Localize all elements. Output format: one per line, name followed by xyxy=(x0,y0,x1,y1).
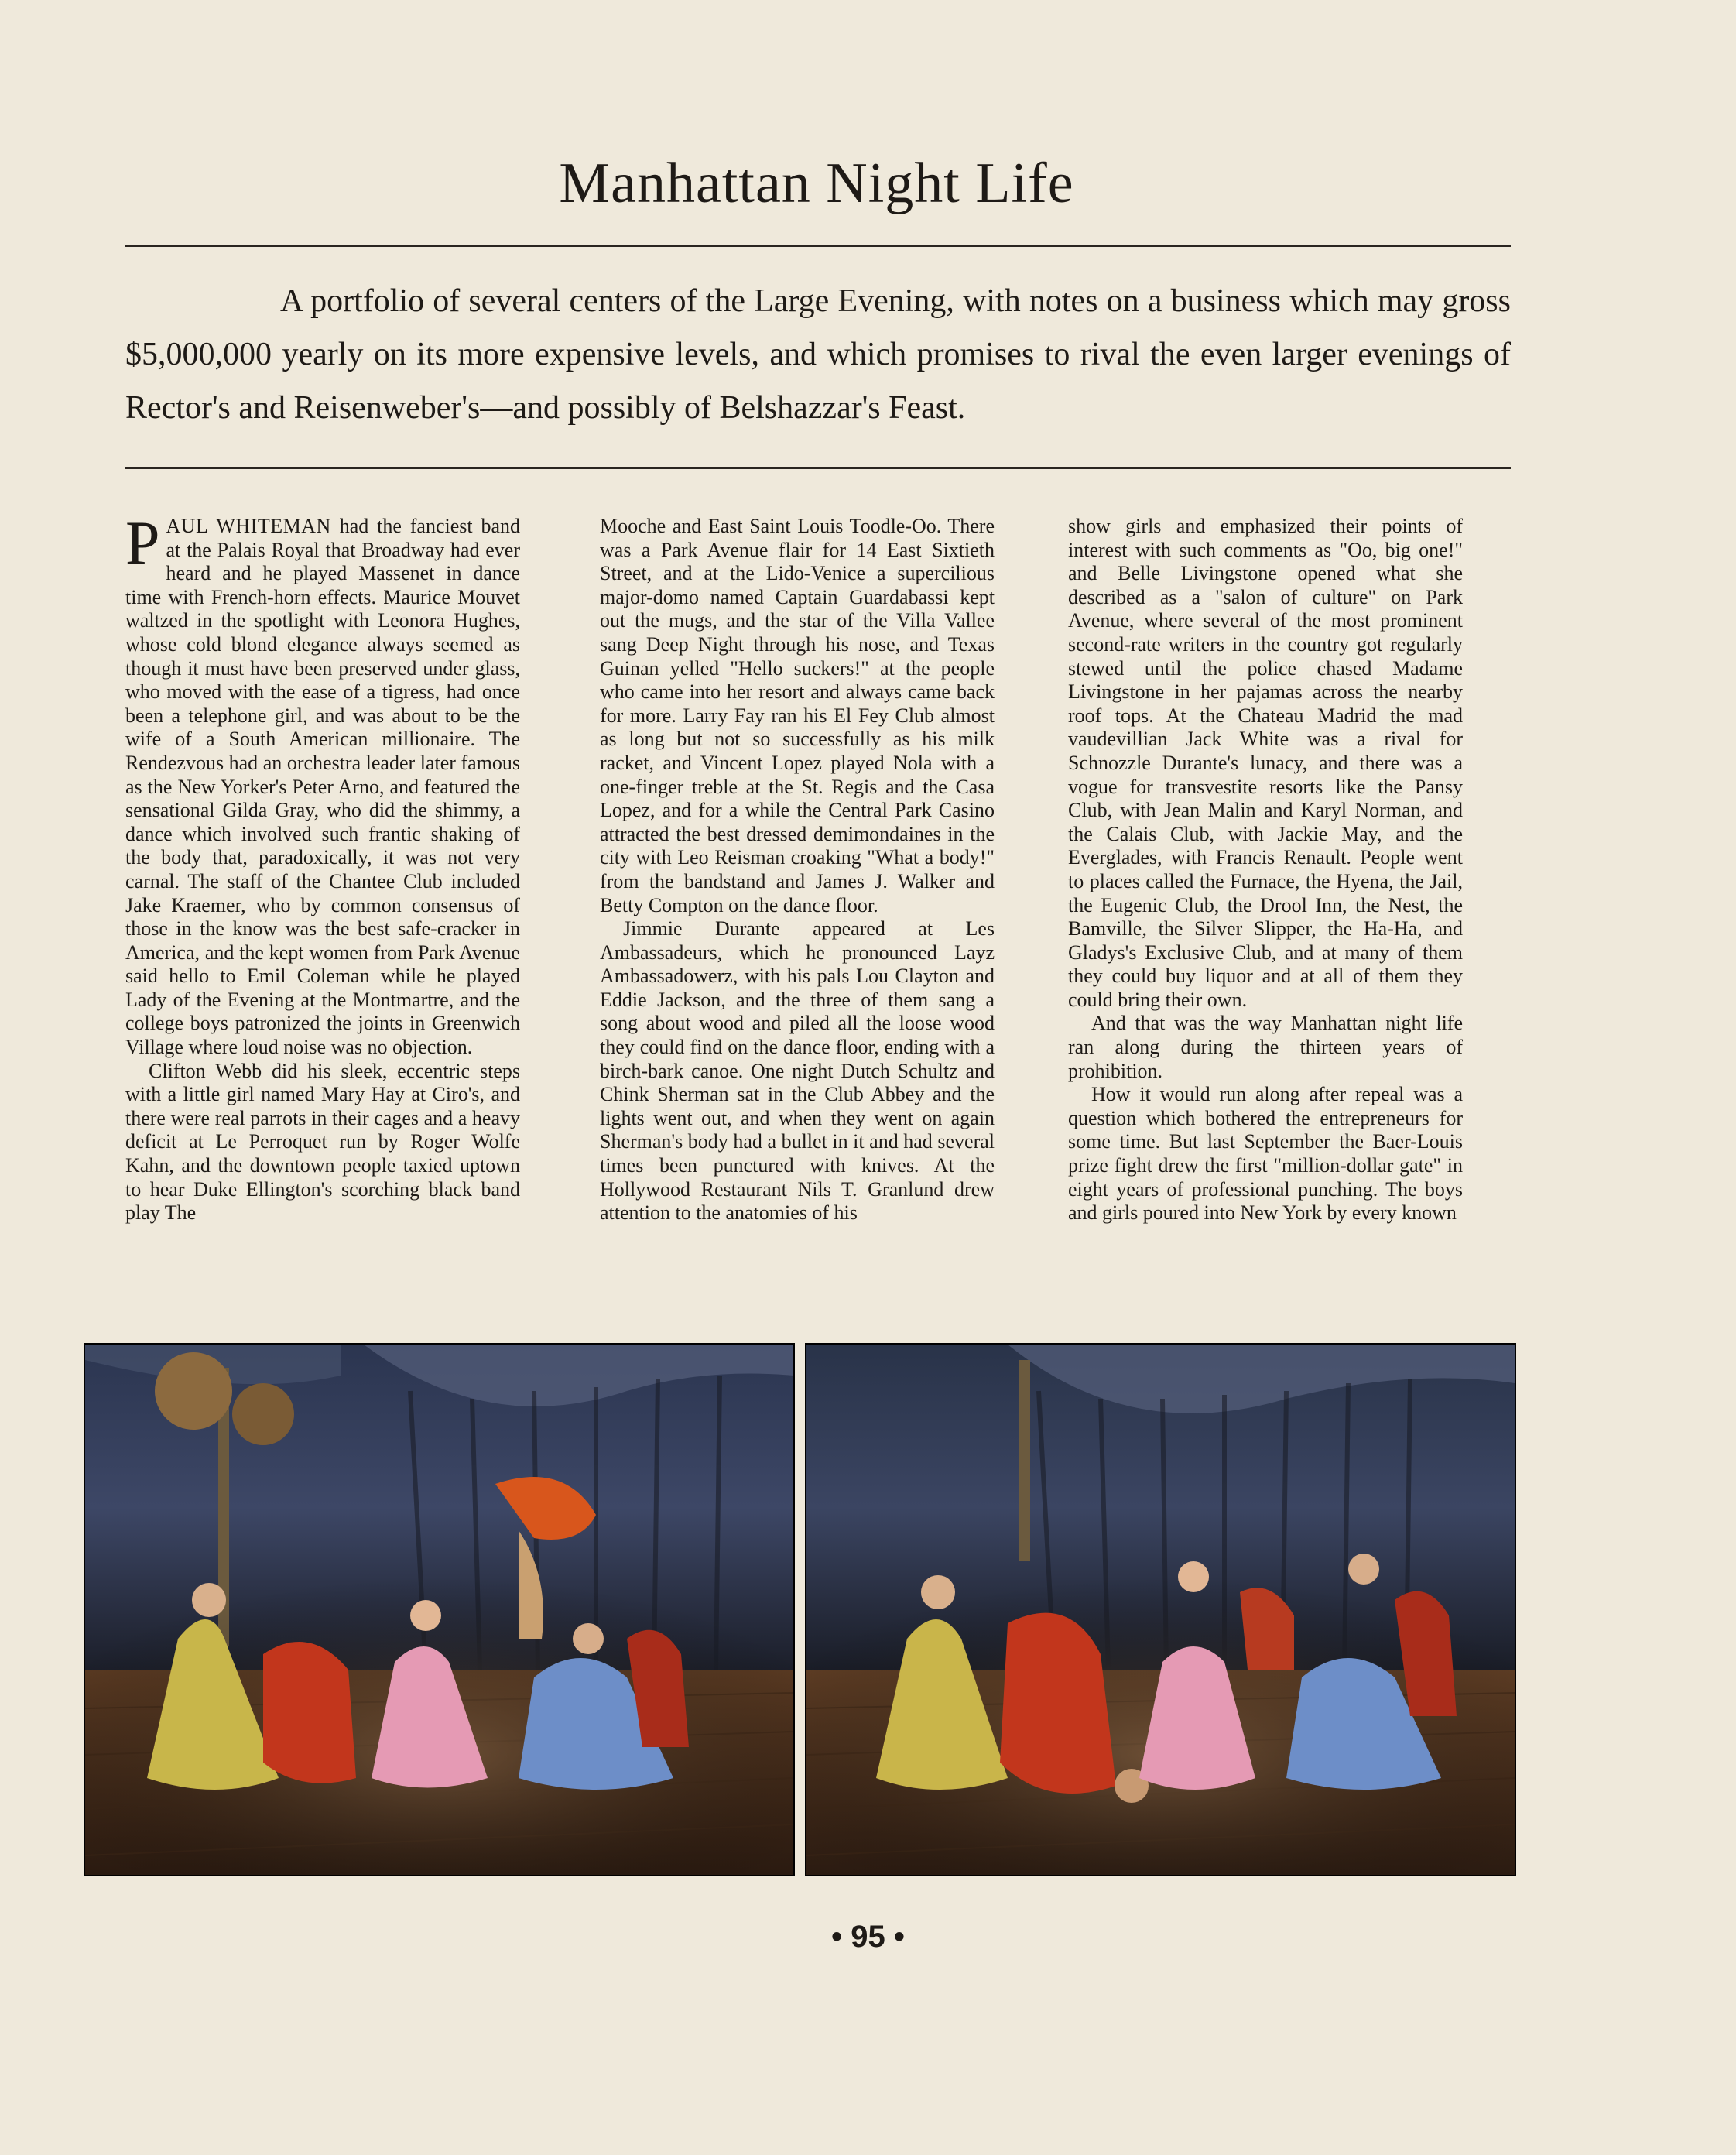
article-title: Manhattan Night Life xyxy=(559,152,1074,215)
column-1-paragraph-1-text: had the fanciest band at the Palais Royal that Broadway had ever heard and he played Massenet in dance time with French-horn effects. Maurice Mouvet waltzed in the spotlight with Leonora Hughes, whose cold blond elegance always seemed as though it must have been preserved under glass, who moved with the ease of a tigress, had once been a telephone girl, and was about to be the wife of a South American millionaire. The Rendezvous had an orchestra leader later famous as the New Yorker's Peter Arno, and featured the sensational Gilda Gray, who did the shimmy, a dance which involved such frantic shaking of the body that, paradoxically, it was not very carnal. The staff of the Chantee Club included Jake Kraemer, who by common consensus of those in the know was the best safe-cracker in America, and the kept women from Park Avenue said hello to Emil Coleman while he played Lady of the Evening at the Montmartre, and the college boys patronized the joints in Greenwich Village where loud noise was no objection. xyxy=(125,515,520,1059)
column-1-paragraph-2: Clifton Webb did his sleek, eccentric steps with a little girl named Mary Hay at Ciro's, and there were real parrots in their cages and a heavy deficit at Le Perroquet run by Roger Wolfe Kahn, and the downtown people taxied uptown to hear Duke Ellington's scorching black band play The xyxy=(125,1059,520,1225)
stage-photo-right xyxy=(805,1343,1516,1876)
text-column-1 xyxy=(125,515,520,1320)
text-column-3 xyxy=(1068,515,1463,1320)
stage-photo-right-image xyxy=(806,1345,1515,1875)
column-3-paragraph-1: show girls and emphasized their points of interest with such comments as "Oo, big one!" and Belle Livingstone opened what she described as a "salon of culture" on Park Avenue, where several of the most prominent second-rate writers in the country got regularly stewed until the police chased Madame Livingstone in her pajamas across the nearby roof tops. At the Chateau Madrid the mad vaudevillian Jack White was a rival for Schnozzle Durante's lunacy, and there was a vogue for transvestite resorts like the Pansy Club, with Jean Malin and Karyl Norman, and the Calais Club, with Jackie May, and the Everglades, with Francis Renault. People went to places called the Furnace, the Hyena, the Jail, the Eugenic Club, the Drool Inn, the Nest, the Bamville, the Silver Slipper, the Ha-Ha, and Gladys's Exclusive Club, and at many of them they could buy liquor and at all of them they could bring their own. xyxy=(1068,515,1463,1011)
deck-rule xyxy=(125,467,1511,469)
stage-photo-left xyxy=(84,1343,795,1876)
column-2-paragraph-1: Mooche and East Saint Louis Toodle-Oo. There was a Park Avenue flair for 14 East Sixtieth Street, and at the Lido-Venice a supercilious major-domo named Captain Guardabassi kept out the mugs, and the star of the Villa Vallee sang Deep Night through his nose, and Texas Guinan yelled "Hello suckers!" at the people who came into her resort and always came back for more. Larry Fay ran his El Fey Club almost as long but not so successfully as his milk racket, and Vincent Lopez played Nola with a one-finger treble at the St. Regis and the Casa Lopez, and for a while the Central Park Casino attracted the best dressed demimondaines in the city with Leo Reisman croaking "What a body!" from the bandstand and James J. Walker and Betty Compton on the dance floor. xyxy=(600,515,995,916)
column-3-paragraph-2: And that was the way Manhattan night life ran along during the thirteen years of prohibition. xyxy=(1068,1012,1463,1082)
text-column-2 xyxy=(600,515,995,1320)
title-rule xyxy=(125,245,1511,247)
column-3-paragraph-3: How it would run along after repeal was a question which bothered the entrepreneurs for some time. But last September the Baer-Louis prize fight drew the first "million-dollar gate" in eight years of professional punching. The boys and girls poured into New York by every known xyxy=(1068,1083,1463,1225)
column-2-paragraph-2: Jimmie Durante appeared at Les Ambassadeurs, which he pronounced Layz Ambassadowerz, with his pals Lou Clayton and Eddie Jackson, and the three of them sang a song about wood and piled all the loose wood they could find on the dance floor, ending with a birch-bark canoe. One night Dutch Schultz and Chink Sherman sat in the Club Abbey and the lights went out, and when they went on again Sherman's body had a bullet in it and had several times been punctured with knives. At the Hollywood Restaurant Nils T. Granlund drew attention to the anatomies of his xyxy=(600,917,995,1225)
page-number: • 95 • xyxy=(831,1920,905,1954)
drop-cap: P xyxy=(125,515,160,577)
column-1-paragraph-1 xyxy=(125,515,520,1060)
stage-photo-left-image xyxy=(85,1345,793,1875)
lead-in-caps: AUL WHITEMAN xyxy=(166,515,331,537)
article-deck: A portfolio of several centers of the Large Evening, with notes on a business which may gross $5,000,000 yearly on its more expensive levels, and which promises to rival the even larger evenings of Rector's and Reisenweber's—and possibly of Belshazzar's Feast. xyxy=(125,283,1511,426)
